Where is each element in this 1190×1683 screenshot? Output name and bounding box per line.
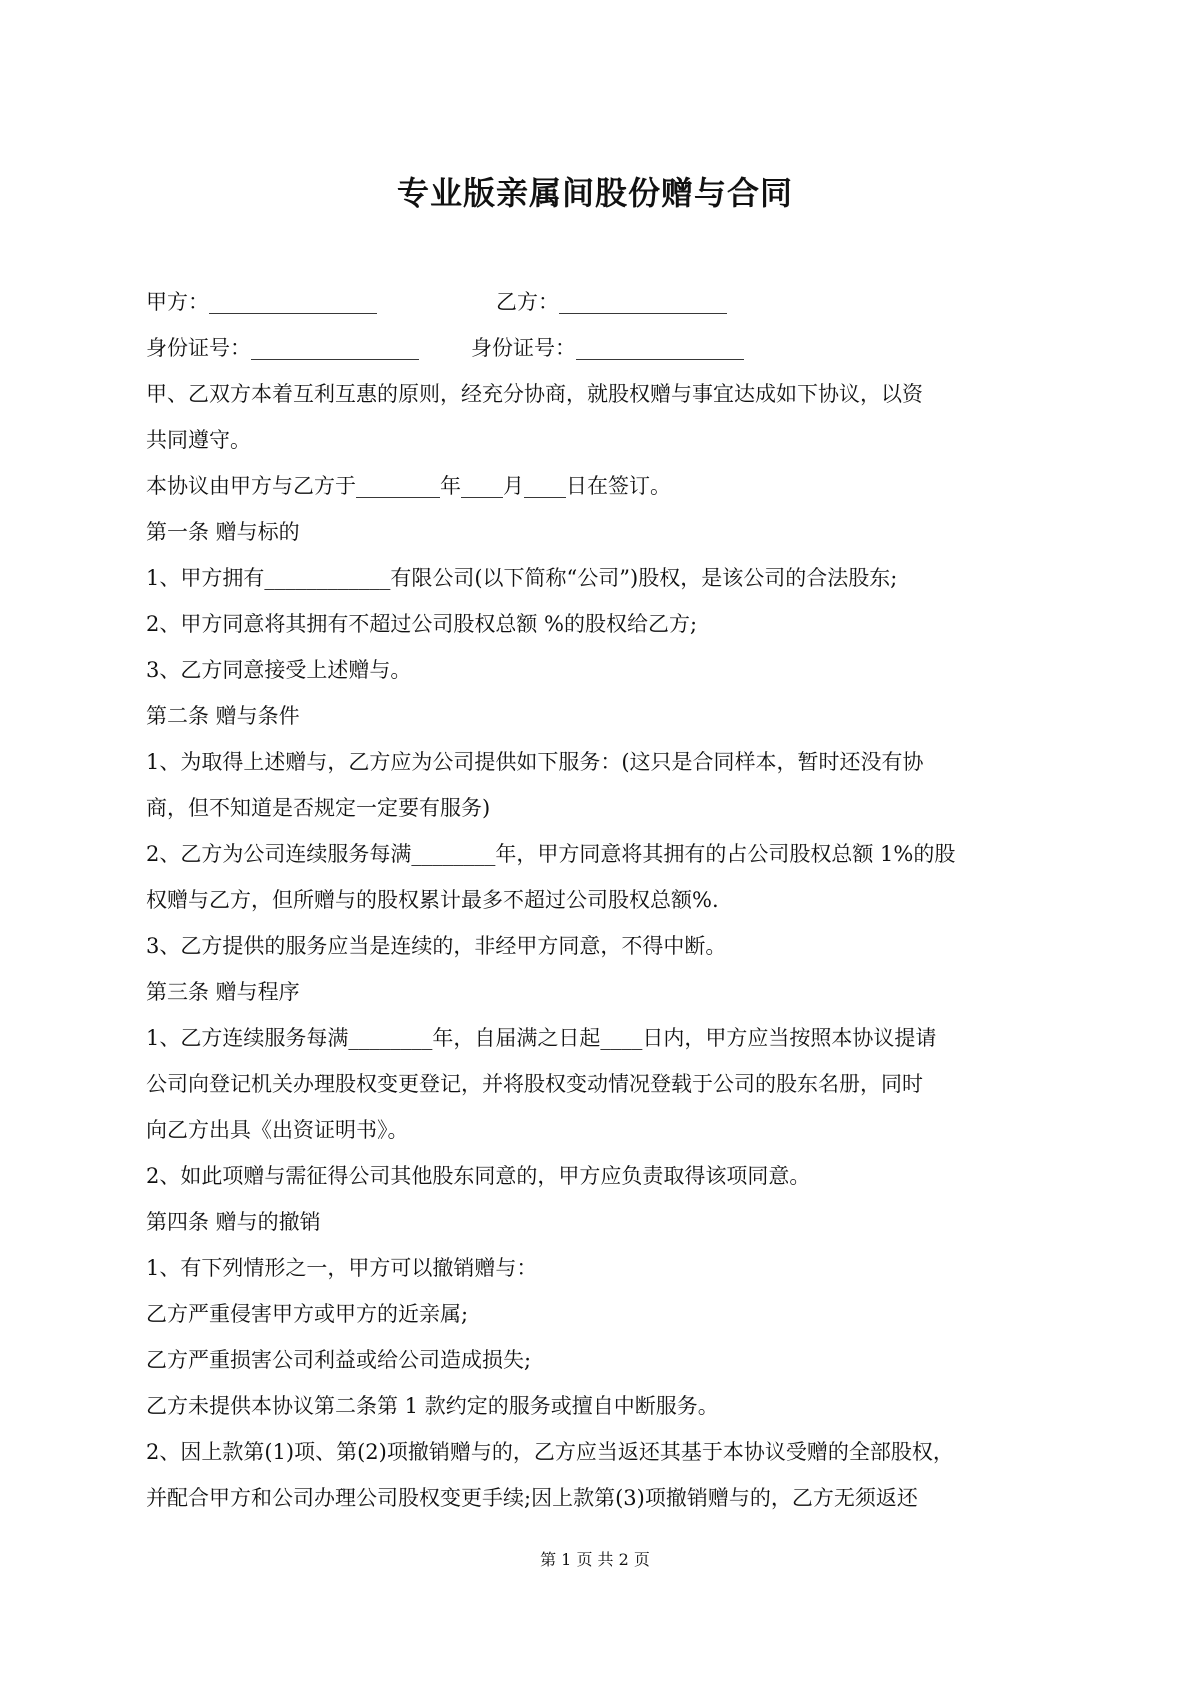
party-names-row [146,279,1061,325]
paragraph-line: 乙方严重损害公司利益或给公司造成损失; [146,1348,532,1372]
paragraph-line: 2、乙方为公司连续服务每满________年，甲方同意将其拥有的占公司股权总额 1%的股 [146,842,956,866]
paragraph-line: 乙方未提供本协议第二条第 1 款约定的服务或擅自中断服务。 [146,1394,719,1418]
article-2-heading: 第二条 赠与条件 [146,704,300,728]
document-title: 专业版亲属间股份赠与合同 [396,174,793,212]
paragraph-line: 2、如此项赠与需征得公司其他股东同意的，甲方应负责取得该项同意。 [146,1164,811,1188]
paragraph-line: 乙方严重侵害甲方或甲方的近亲属; [146,1302,469,1326]
party-a-id-field: 身份证号：________________ [146,336,419,360]
paragraph-line: 2、甲方同意将其拥有不超过公司股权总额 %的股权给乙方; [146,612,698,636]
paragraph-line: 共同遵守。 [146,428,251,452]
paragraph-line: 权赠与乙方，但所赠与的股权累计最多不超过公司股权总额%. [146,888,719,912]
paragraph-line: 并配合甲方和公司办理公司股权变更手续;因上款第(3)项撤销赠与的，乙方无须返还 [146,1486,918,1510]
paragraph-line: 3、乙方同意接受上述赠与。 [146,658,412,682]
paragraph-line: 1、乙方连续服务每满________年，自届满之日起____日内，甲方应当按照本协议提请 [146,1026,937,1050]
paragraph-line: 1、有下列情形之一，甲方可以撤销赠与： [146,1256,538,1280]
signing-date-line: 本协议由甲方与乙方于________年____月____日在签订。 [146,474,671,498]
article-1-heading: 第一条 赠与标的 [146,520,300,544]
paragraph-line: 3、乙方提供的服务应当是连续的，非经甲方同意，不得中断。 [146,934,727,958]
party-b-field: 乙方：________________ [496,290,727,314]
paragraph-line: 2、因上款第(1)项、第(2)项撤销赠与的，乙方应当返还其基于本协议受赠的全部股权， [146,1440,954,1464]
party-a-field: 甲方：________________ [146,290,377,314]
paragraph-line: 商，但不知道是否规定一定要有服务) [146,796,491,820]
article-4-heading: 第四条 赠与的撤销 [146,1210,321,1234]
paragraph-line: 向乙方出具《出资证明书》。 [146,1118,409,1142]
paragraph-line: 公司向登记机关办理股权变更登记，并将股权变动情况登载于公司的股东名册，同时 [146,1072,923,1096]
party-b-id-field: 身份证号：________________ [471,336,744,360]
contract-body [146,279,1061,1521]
page-number: 第 1 页 共 2 页 [540,1550,650,1569]
paragraph-line: 1、为取得上述赠与，乙方应为公司提供如下服务：(这只是合同样本，暂时还没有协 [146,750,924,774]
party-id-row [146,325,1061,371]
paragraph-line: 1、甲方拥有____________有限公司(以下简称“公司”)股权，是该公司的合法股东; [146,566,898,590]
article-3-heading: 第三条 赠与程序 [146,980,300,1004]
paragraph-line: 甲、乙双方本着互利互惠的原则，经充分协商，就股权赠与事宜达成如下协议，以资 [146,382,923,406]
